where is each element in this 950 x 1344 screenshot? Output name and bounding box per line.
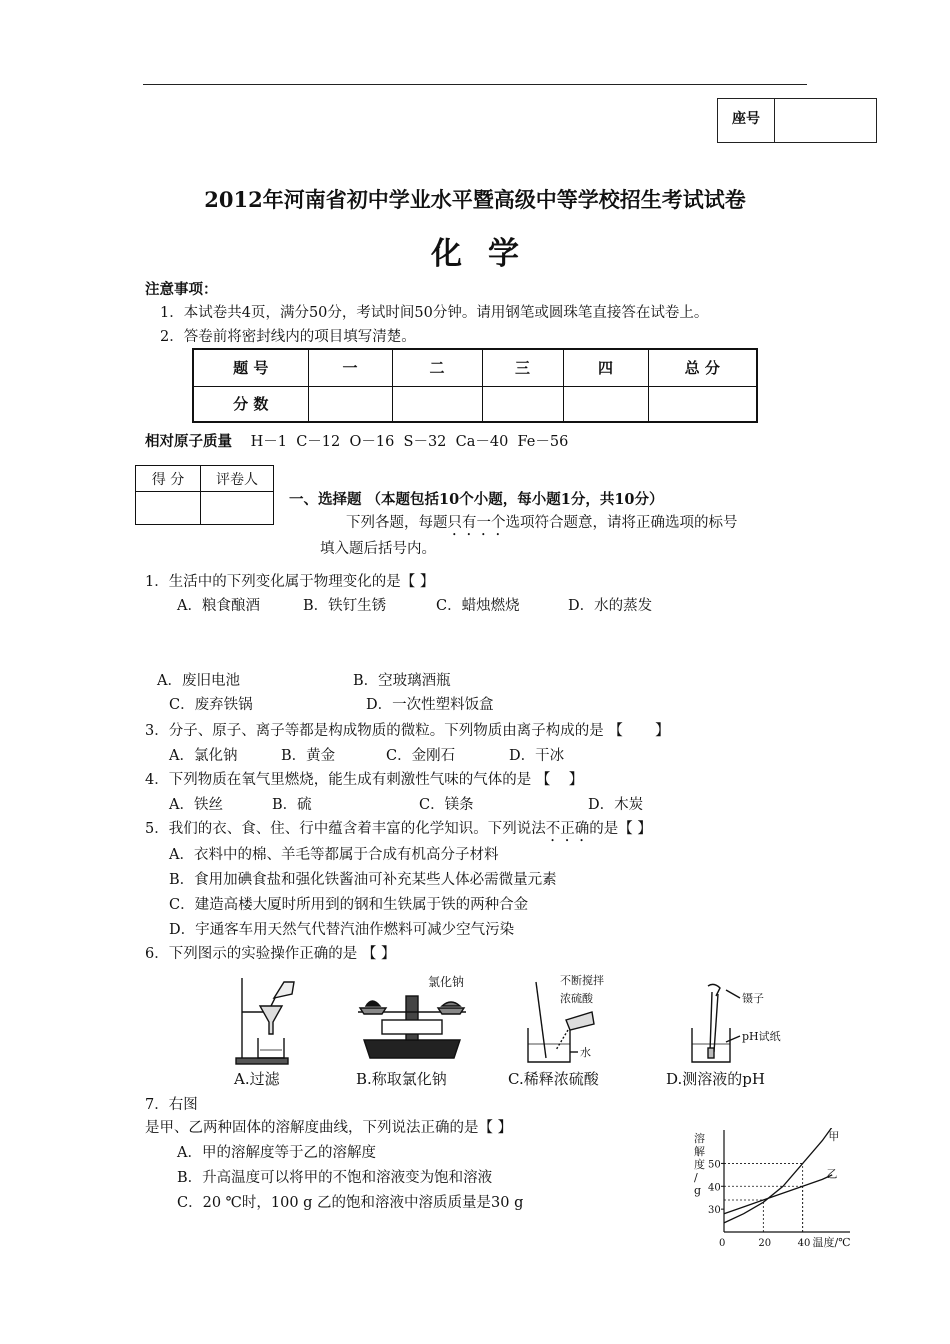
- note-item: 2．答卷前将密封线内的项目填写清楚。: [160, 329, 416, 345]
- option: B．硫: [272, 797, 312, 813]
- atomic-mass-values: H－1 C－12 O－16 S－32 Ca－40 Fe－56: [250, 434, 569, 450]
- score-cell[interactable]: [482, 386, 563, 422]
- y-tick-label: 40: [708, 1182, 721, 1194]
- score-header-cell: 题 号: [193, 349, 308, 386]
- y-tick-label: 30: [708, 1205, 721, 1217]
- ph-test-figure: [664, 972, 792, 1090]
- figure-label-ph-paper: pH试纸: [742, 1030, 781, 1043]
- atomic-mass-label: 相对原子质量: [145, 433, 232, 450]
- option: C．废弃铁锅: [169, 697, 253, 713]
- figure-caption-a: A.过滤: [234, 1070, 280, 1088]
- option: D．干冰: [509, 748, 565, 764]
- score-header-cell: 四: [563, 349, 648, 386]
- grader-score-label: 得 分: [136, 466, 201, 492]
- series-label: 甲: [828, 1130, 840, 1143]
- score-header-cell: 二: [392, 349, 482, 386]
- option: D．宇通客车用天然气代替汽油作燃料可减少空气污染: [169, 922, 515, 938]
- score-header-cell: 三: [482, 349, 563, 386]
- solubility-chart: [688, 1128, 862, 1252]
- question-stem: [145, 817, 652, 845]
- option: D．一次性塑料饭盒: [366, 697, 494, 713]
- option: B．黄金: [281, 748, 336, 764]
- x-axis-label: 温度/℃: [812, 1236, 851, 1249]
- section1-title: 一、选择题 （本题包括10个小题，每小题1分，共10分）: [289, 491, 664, 508]
- score-cell[interactable]: [563, 386, 648, 422]
- y-axis-label-char: 度: [694, 1158, 705, 1171]
- score-cell[interactable]: [392, 386, 482, 422]
- y-tick-label: 50: [708, 1159, 721, 1171]
- grader-name-field[interactable]: [201, 492, 274, 525]
- figure-label-nacl: 氯化钠: [428, 975, 465, 989]
- score-cell[interactable]: [308, 386, 392, 422]
- figure-caption-d: D.测溶液的pH: [666, 1070, 765, 1088]
- instruction-text: 下列各题，每题: [346, 515, 448, 531]
- y-axis-label-char: 溶: [694, 1132, 705, 1145]
- notes-heading: 注意事项：: [145, 281, 218, 298]
- figure-label-acid: 浓硫酸: [560, 992, 593, 1005]
- series-label: 乙: [826, 1167, 838, 1181]
- grader-score-field[interactable]: [136, 492, 201, 525]
- balance-figure: [352, 972, 472, 1090]
- seat-number-label: 座号: [718, 99, 775, 142]
- figure-caption-b: B.称取氯化钠: [356, 1070, 447, 1088]
- option: C．20 ℃时，100 g 乙的饱和溶液中溶质质量是30 g: [177, 1195, 524, 1211]
- option: C．镁条: [419, 797, 474, 813]
- question-stem: 是甲、乙两种固体的溶解度曲线，下列说法正确的是【 】: [145, 1120, 513, 1136]
- score-header-cell: 总 分: [648, 349, 757, 386]
- figure-label-stir: 不断搅拌: [560, 974, 604, 987]
- option: C．蜡烛燃烧: [436, 598, 520, 614]
- section1-instruction-line2: 填入题后括号内。: [320, 541, 436, 557]
- dilution-figure: [506, 972, 624, 1090]
- option: B．升高温度可以将甲的不饱和溶液变为饱和溶液: [177, 1170, 493, 1186]
- instruction-text: 选项符合题意，请将正确选项的标号: [505, 515, 738, 531]
- question-stem: 6．下列图示的实验操作正确的是 【 】: [145, 946, 396, 962]
- seal-line: [143, 84, 807, 85]
- filtration-figure: [228, 972, 323, 1090]
- option: A．氯化钠: [169, 748, 238, 764]
- y-axis-label-char: g: [694, 1184, 702, 1197]
- stem-emphasis: 不正确: [545, 821, 590, 837]
- option: B．铁钉生锈: [303, 598, 387, 614]
- y-axis-label-char: /: [694, 1171, 698, 1184]
- figure-label-water: 水: [580, 1046, 591, 1059]
- figure-label-tweezers: 镊子: [742, 992, 764, 1005]
- grader-table: [135, 465, 274, 525]
- stem-text: 5．我们的衣、食、住、行中蕴含着丰富的化学知识。下列说法: [145, 821, 546, 837]
- option: C．金刚石: [386, 748, 456, 764]
- x-tick-label: 0: [719, 1238, 726, 1249]
- question-stem: 7．右图: [145, 1097, 198, 1113]
- question-stem: 3．分子、原子、离子等都是构成物质的微粒。下列物质由离子构成的是 【 】: [145, 723, 670, 739]
- note-item: 1．本试卷共4页，满分50分，考试时间50分钟。请用钢笔或圆珠笔直接答在试卷上。: [160, 305, 709, 321]
- seat-number-box: [717, 98, 877, 143]
- option: B．食用加碘食盐和强化铁酱油可补充某些人体必需微量元素: [169, 872, 557, 888]
- exam-title: 2012年河南省初中学业水平暨高级中等学校招生考试试卷: [204, 187, 746, 212]
- option: B．空玻璃酒瓶: [353, 673, 451, 689]
- option: A．粮食酿酒: [177, 598, 260, 614]
- score-table: [192, 348, 758, 423]
- y-axis-label-char: 解: [694, 1145, 705, 1158]
- figure-caption-c: C.稀释浓硫酸: [508, 1070, 599, 1088]
- score-cell[interactable]: [648, 386, 757, 422]
- option: A．废旧电池: [157, 673, 240, 689]
- question-stem: 1．生活中的下列变化属于物理变化的是【 】: [145, 574, 435, 590]
- option: D．水的蒸发: [568, 598, 653, 614]
- section1-instruction: [346, 511, 738, 539]
- option: D．木炭: [588, 797, 644, 813]
- score-header-cell: 一: [308, 349, 392, 386]
- atomic-mass-line: [145, 430, 568, 451]
- grader-name-label: 评卷人: [201, 466, 274, 492]
- x-tick-label: 40: [797, 1238, 811, 1249]
- stem-text: 的是【 】: [589, 821, 652, 837]
- series-line: [724, 1175, 832, 1214]
- question-stem: 4．下列物质在氧气里燃烧，能生成有刺激性气味的气体的是 【 】: [145, 772, 584, 788]
- option: A．铁丝: [169, 797, 223, 813]
- score-row-label: 分 数: [193, 386, 308, 422]
- x-tick-label: 20: [758, 1238, 772, 1249]
- option: C．建造高楼大厦时所用到的钢和生铁属于铁的两种合金: [169, 897, 529, 913]
- instruction-emphasis: 只有一个: [447, 515, 506, 531]
- option: A．衣料中的棉、羊毛等都属于合成有机高分子材料: [169, 847, 499, 863]
- exam-subject: 化学: [431, 236, 545, 272]
- option: A．甲的溶解度等于乙的溶解度: [177, 1145, 376, 1161]
- seat-number-field[interactable]: [775, 99, 876, 142]
